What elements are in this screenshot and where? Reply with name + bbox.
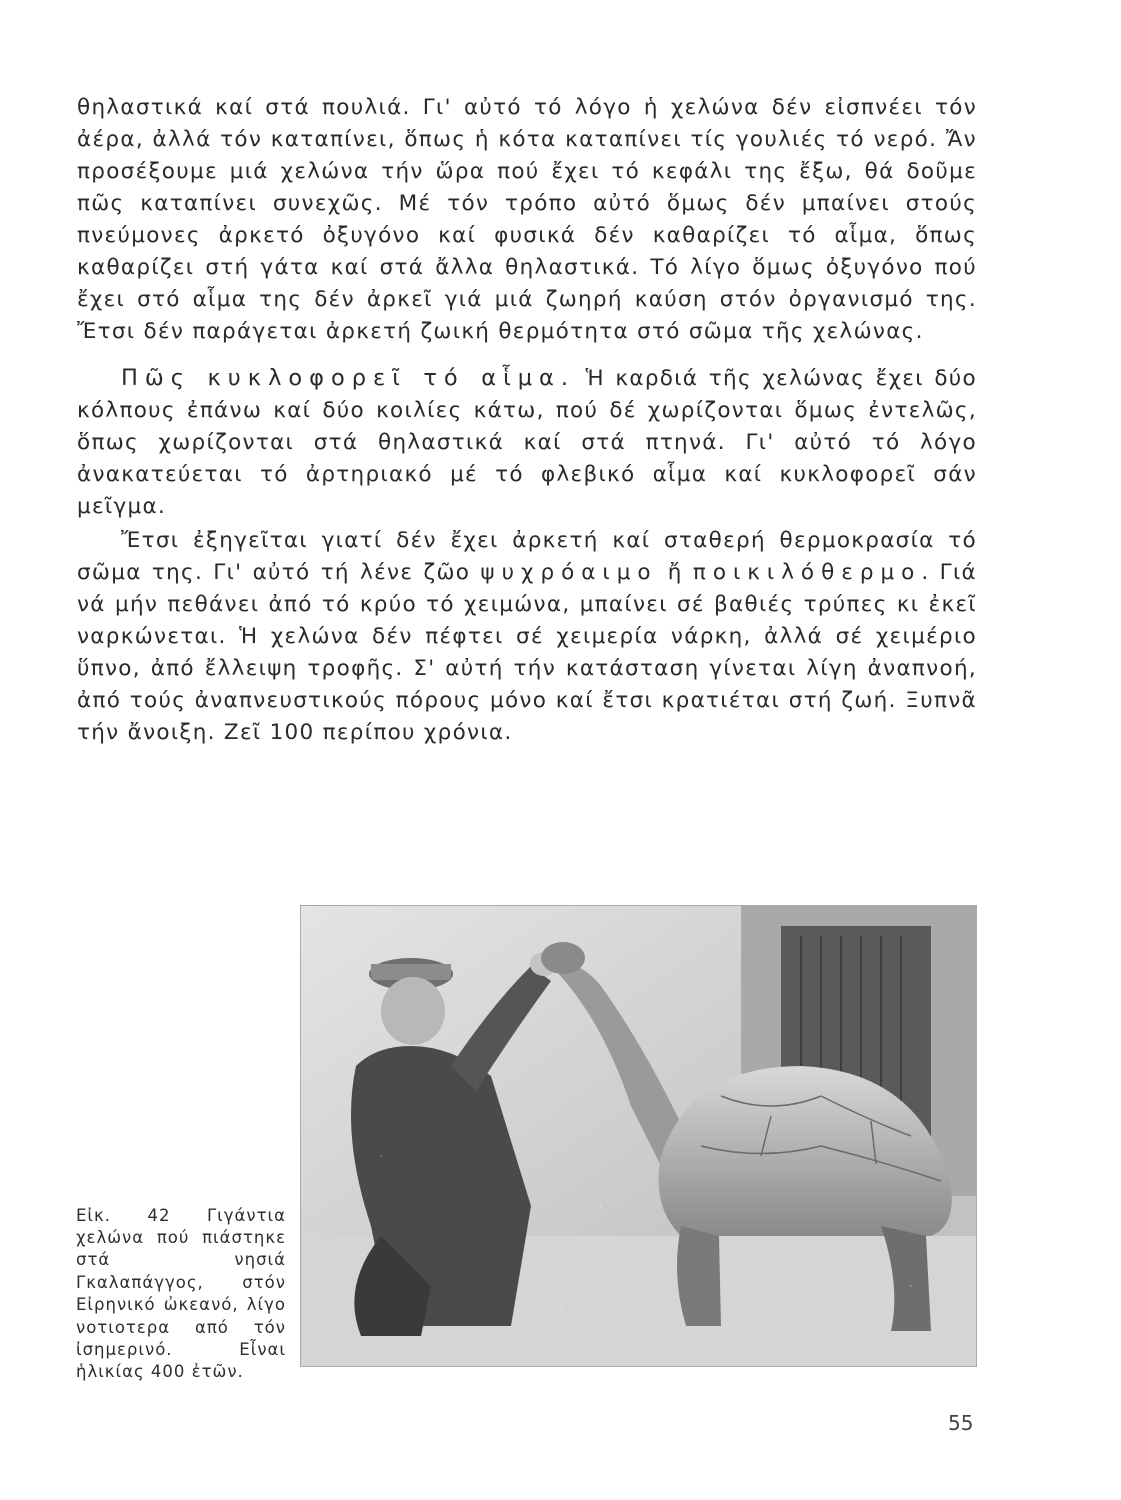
term-cold-blooded: ψυχρόαιμο <box>480 560 658 585</box>
figure-giant-tortoise-photo <box>300 905 977 1367</box>
section-heading-blood-circulation: Πῶς κυκλοφορεῖ τό αἷμα. <box>121 365 576 391</box>
paragraph-2 <box>77 362 977 523</box>
tortoise-front-leg <box>677 1226 721 1326</box>
paragraph-3 <box>77 525 977 749</box>
paragraph-3-part-b: ἤ <box>657 560 693 585</box>
page-number: 55 <box>948 1411 974 1435</box>
figure-caption: Εἰκ. 42 Γιγάντια χελώνα πού πιάστηκε στά νησιά Γκαλαπάγγος, στόν Εἰρηνικό ὠκεανό, λίγο νοτιοτερα από τόν ἰσημερινό. Εἶναι ἡλικίας 400 ἐτῶν. <box>76 1205 286 1382</box>
paragraph-1: θηλαστικά καί στά πουλιά. Γι' αὐτό τό λόγο ἡ χελώνα δέν εἰσπνέει τόν ἀέρα, ἀλλά τόν καταπίνει, ὅπως ἡ κότα καταπίνει τίς γουλιές τό νερό. Ἄν προσέξουμε μιά χελώνα τήν ὥρα πού ἔχει τό κεφάλι της ἔξω, θά δοῦμε πῶς καταπίνει συνεχῶς. Μέ τόν τρόπο αὐτό ὅμως δέν μπαίνει στούς πνεύμονες ἀρκετό ὀξυγόνο καί φυσικά δέν καθαρίζει τό αἷμα, ὅπως καθαρίζει στή γάτα καί στά ἄλλα θηλαστικά. Τό λίγο ὅμως ὀξυγόνο πού ἔχει στό αἷμα της δέν ἀρκεῖ γιά μιά ζωηρή καύση στόν ὀργανισμό της. Ἔτσι δέν παράγεται ἀρκετή ζωική θερμότητα στό σῶμα τῆς χελώνας. <box>77 95 977 344</box>
man-head <box>381 977 445 1045</box>
term-poikilotherm: ποικιλόθερμο <box>692 560 922 585</box>
paragraph-3-part-a: Ἔτσι ἐξηγεῖται γιατί δέν ἔχει ἀρκετή καί σταθερή θερμοκρασία τό σῶμα της. Γι' αὐτό τή λένε ζῶο <box>77 528 977 585</box>
body-text <box>77 92 977 749</box>
paragraph-3-part-c: . Γιά νά μήν πεθάνει ἀπό τό κρύο τό χειμώνα, μπαίνει σέ βαθιές τρύπες κι ἐκεῖ ναρκώνεται. Ἡ χελώνα δέν πέφτει σέ χειμερία νάρκη, ἀλλά σέ χειμέριο ὕπνο, ἀπό ἔλλειψη τροφῆς. Σ' αὐτή τήν κατάσταση γίνεται λίγη ἀναπνοή, ἀπό τούς ἀναπνευστικούς πόρους μόνο καί ἔτσι κρατιέται στή ζωή. Ξυπνᾶ τήν ἄνοιξη. Ζεῖ 100 περίπου χρόνια. <box>77 560 977 745</box>
tortoise-head <box>541 942 585 974</box>
paragraph-2-body: Ἡ καρδιά τῆς χελώνας ἔχει δύο κόλπους ἐπάνω καί δύο κοιλίες κάτω, πού δέ χωρίζονται ὅμως ἐντελῶς, ὅπως χωρίζονται στά θηλαστικά καί στά πτηνά. Γι' αὐτό τό λόγο ἀνακατεύεται τό ἀρτηριακό μέ τό φλεβικό αἷμα καί κυκλοφορεῖ σάν μεῖγμα. <box>77 366 977 519</box>
tortoise-photo-illustration <box>301 906 976 1366</box>
